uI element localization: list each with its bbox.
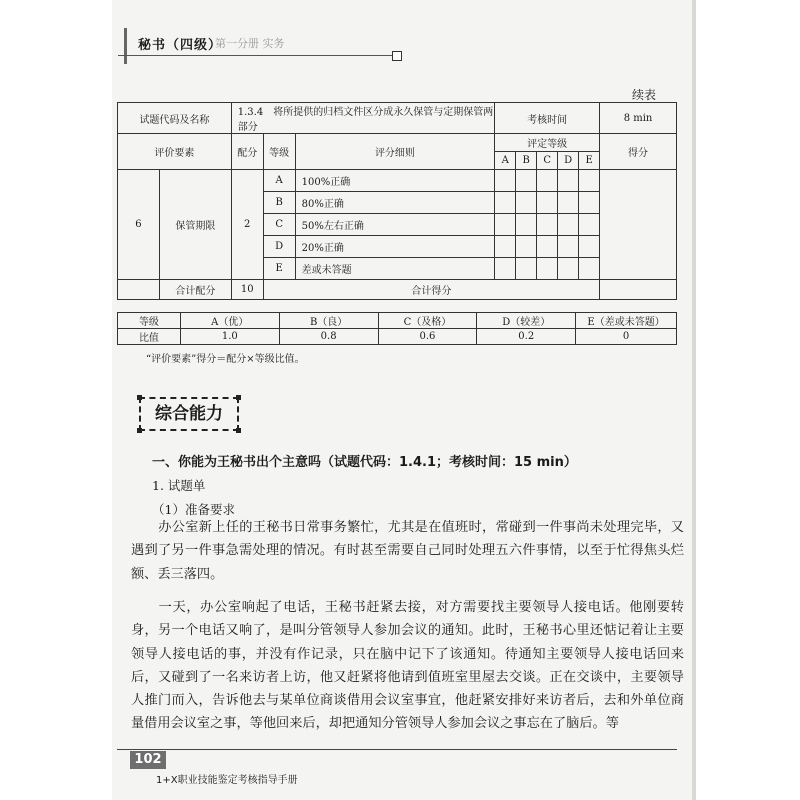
- rating-cell: [558, 214, 579, 236]
- page-number: 102: [130, 751, 166, 769]
- total-score-value: [600, 280, 677, 300]
- rating-cell: [579, 258, 600, 280]
- total-score-label: 合计得分: [263, 280, 599, 300]
- scan-margin: [0, 0, 112, 800]
- detail-cell: 50%左右正确: [295, 214, 495, 236]
- rating-cell: [579, 236, 600, 258]
- grade-cell: A: [263, 170, 295, 192]
- criteria-header: 评价要素: [118, 134, 232, 170]
- rating-cell: [516, 258, 537, 280]
- rating-cell: [579, 192, 600, 214]
- subheading-test-sheet: 1. 试题单: [152, 478, 206, 493]
- paragraph: [131, 596, 684, 736]
- paragraph-text: 办公室新上任的王秘书日常事务繁忙，尤其是在值班时，常碰到一件事尚未处理完毕，又遇到了另一件事急需处理的情况。有时甚至需要自己同时处理五六件事情，以至于忙得焦头烂额、丢三落四。: [131, 520, 684, 582]
- total-points-label: 合计配分: [159, 280, 231, 300]
- rating-cell: [495, 214, 516, 236]
- rating-cell: [537, 258, 558, 280]
- ratio-row-label: 比值: [118, 329, 181, 345]
- level-header-a: A: [495, 152, 516, 170]
- details-header: 评分细则: [295, 134, 495, 170]
- rating-cell: [558, 170, 579, 192]
- grade-cell: D: [263, 236, 295, 258]
- ratio-level: A（优）: [180, 313, 279, 329]
- continued-label: 续表: [632, 88, 657, 102]
- subheading-preparation: （1）准备要求: [152, 502, 235, 517]
- table-note: “评价要素”得分＝配分×等级比值。: [146, 354, 305, 365]
- ratio-level: B（良）: [279, 313, 378, 329]
- header-box-icon: [392, 51, 402, 61]
- points-header: 配分: [231, 134, 263, 170]
- score-header: 得分: [600, 134, 677, 170]
- level-header-d: D: [558, 152, 579, 170]
- level-header-c: C: [537, 152, 558, 170]
- running-header-title: 秘书（四级）: [138, 38, 223, 53]
- time-label: 考核时间: [495, 103, 600, 134]
- rating-cell: [558, 236, 579, 258]
- grade-cell: C: [263, 214, 295, 236]
- header-rule: [118, 55, 396, 56]
- rating-cell: [558, 192, 579, 214]
- running-header-subtitle: 第一分册 实务: [215, 37, 285, 50]
- detail-cell: 20%正确: [295, 236, 495, 258]
- ratio-value: 0.8: [279, 329, 378, 345]
- rating-cell: [558, 258, 579, 280]
- rating-cell: [537, 214, 558, 236]
- rating-cell: [537, 192, 558, 214]
- time-value: 8 min: [600, 103, 677, 134]
- level-header-b: B: [516, 152, 537, 170]
- code-value: 1.3.4 将所提供的归档文件区分成永久保管与定期保管两部分: [231, 103, 494, 134]
- footer-rule: [117, 749, 677, 750]
- grade-cell: E: [263, 258, 295, 280]
- rating-cell: [495, 236, 516, 258]
- ratio-level: C（及格）: [378, 313, 477, 329]
- code-label: 试题代码及名称: [118, 103, 232, 134]
- question-title: 一、你能为王秘书出个主意吗（试题代码：1.4.1；考核时间：15 min）: [152, 455, 577, 470]
- rating-cell: [516, 214, 537, 236]
- section-title: 综合能力: [155, 404, 223, 424]
- rating-cell: [579, 170, 600, 192]
- header-side-mark: [124, 28, 127, 64]
- rating-cell: [495, 258, 516, 280]
- detail-cell: 80%正确: [295, 192, 495, 214]
- section-title-box: [139, 397, 239, 431]
- grade-header: 等级: [263, 134, 295, 170]
- row-index: 6: [118, 170, 160, 280]
- rating-cell: [516, 170, 537, 192]
- ratio-level: E（差或未答题）: [576, 313, 677, 329]
- rating-cell: [579, 214, 600, 236]
- total-points-value: 10: [231, 280, 263, 300]
- footer-book-title: 1+X职业技能鉴定考核指导手册: [156, 775, 298, 786]
- paragraph: [131, 516, 684, 586]
- level-header-e: E: [579, 152, 600, 170]
- row-points: 2: [231, 170, 263, 280]
- scoring-table: [117, 102, 677, 300]
- rating-cell: [495, 170, 516, 192]
- ratio-value: 0: [576, 329, 677, 345]
- row-criteria: 保管期限: [159, 170, 231, 280]
- grade-cell: B: [263, 192, 295, 214]
- ratio-value: 1.0: [180, 329, 279, 345]
- rating-cell: [516, 192, 537, 214]
- detail-cell: 差或未答题: [295, 258, 495, 280]
- total-row-blank: [118, 280, 160, 300]
- ratio-level: D（较差）: [477, 313, 576, 329]
- ratio-value: 0.2: [477, 329, 576, 345]
- rating-cell: [537, 236, 558, 258]
- ratio-row-label: 等级: [118, 313, 181, 329]
- ratio-table: [117, 312, 677, 345]
- paragraph-text: 一天，办公室响起了电话，王秘书赶紧去接，对方需要找主要领导人接电话。他刚要转身，另一个电话又响了，是叫分管领导人参加会议的通知。此时，王秘书心里还惦记着让主要领导人接电话的事，并没有作记录，只在脑中记下了该通知。待通知主要领导人接电话回来后，又碰到了一名来访者上访，他又赶紧将他请到值班室里屋去交谈。正在交谈中，主要领导人推门而入，告诉他去与某单位商谈借用会议室事宜，他赶紧安排好来访者后，去和外单位商量借用会议室之事，等他回来后，却把通知分管领导人参加会议之事忘在了脑后。等: [131, 600, 684, 732]
- rating-cell: [495, 192, 516, 214]
- rating-cell: [516, 236, 537, 258]
- ratio-value: 0.6: [378, 329, 477, 345]
- score-cell: [600, 170, 677, 280]
- detail-cell: 100%正确: [295, 170, 495, 192]
- rating-header: 评定等级: [495, 134, 600, 152]
- page-edge: [692, 0, 696, 800]
- rating-cell: [537, 170, 558, 192]
